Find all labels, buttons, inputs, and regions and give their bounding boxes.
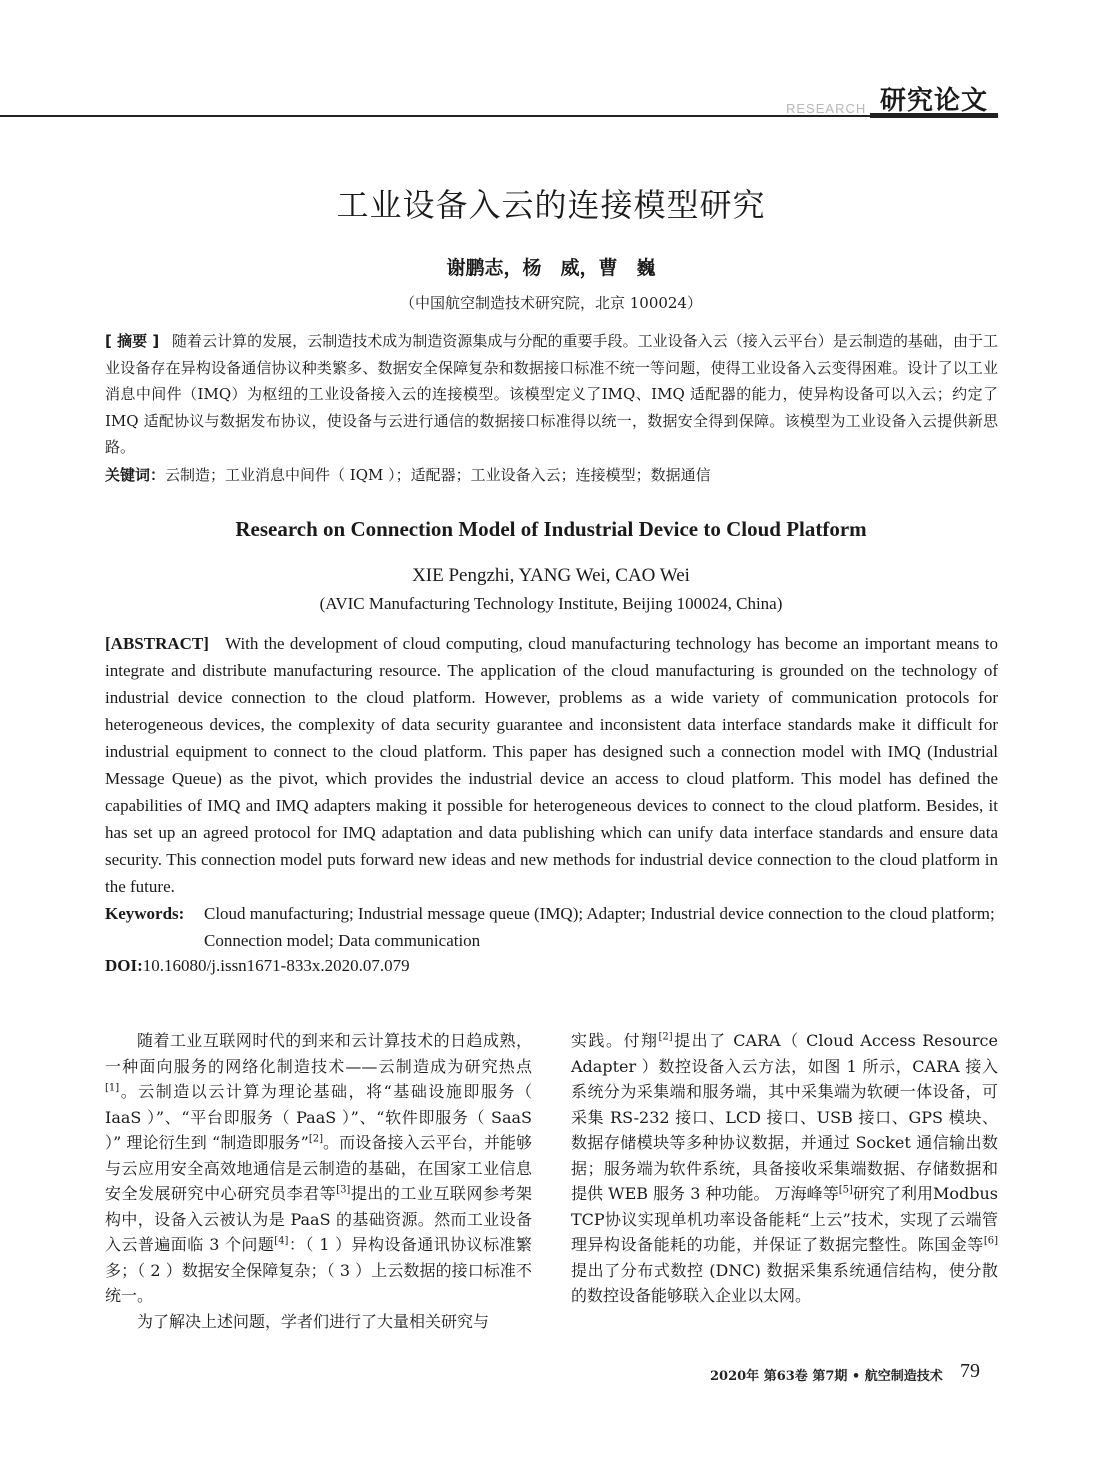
citation-ref: [2]: [658, 1031, 673, 1043]
body-text: 提出了分布式数控 (DNC) 数据采集系统通信结构，使分散的数控设备能够联入企业以太网。: [571, 1260, 998, 1305]
body-paragraph: [571, 1028, 998, 1309]
body-text: 为了解决上述问题，学者们进行了大量相关研究与: [137, 1311, 490, 1331]
authors-en: XIE Pengzhi, YANG Wei, CAO Wei: [412, 565, 690, 586]
body-text: 。云制造以云计算为理论基础，将“基础设施即服务（ IaaS ）”、“平台即服务（ PaaS ）”、“软件即服务（ SaaS ）” 理论衍生到 “制造即服务”: [105, 1082, 532, 1152]
body-text: 随着工业互联网时代的到来和云计算技术的日趋成熟，一种面向服务的网络化制造技术——云制造成为研究热点: [105, 1031, 532, 1076]
body-paragraph: [105, 1028, 532, 1309]
citation-ref: [5]: [838, 1184, 853, 1196]
section-label-en: RESEARCH: [786, 101, 867, 116]
abstract-en: [105, 630, 998, 900]
body-column-left: [105, 1028, 532, 1334]
doi: [105, 956, 410, 976]
citation-ref: [3]: [336, 1184, 351, 1196]
keywords-en: [105, 900, 998, 954]
abstract-label-cn: [ 摘要 ]: [105, 332, 160, 350]
citation-ref: [4]: [274, 1235, 289, 1247]
citation-ref: [6]: [983, 1235, 998, 1247]
citation-ref: [1]: [105, 1082, 120, 1094]
keywords-text-en: Cloud manufacturing; Industrial message queue (IMQ); Adapter; Industrial device connection to the cloud platform; Connection model; Data communication: [204, 904, 995, 950]
journal-footer: 2020年 第63卷 第7期 • 航空制造技术: [710, 1369, 943, 1384]
affiliation-cn: （中国航空制造技术研究院，北京 100024）: [399, 294, 703, 312]
body-paragraph: [105, 1309, 532, 1335]
citation-ref: [2]: [308, 1133, 323, 1145]
authors-cn: 谢鹏志，杨 威，曹 巍: [446, 257, 656, 279]
body-text: 。而设备接入云平台，并能够与云应用安全高效地通信是云制造的基础，在国家工业信息安全发展研究中心研究员李君等: [105, 1133, 532, 1203]
abstract-cn: [105, 328, 998, 461]
body-text: 提出的工业互联网参考架构中，设备入云被认为是 PaaS 的基础资源。然而工业设备入云普遍面临 3 个问题: [105, 1184, 532, 1254]
paper-title-cn: 工业设备入云的连接模型研究: [336, 186, 766, 224]
abstract-text-en: With the development of cloud computing, cloud manufacturing technology has become an important means to integrate and distribute manufacturing resource. The application of the cloud manufacturing is grounded on the technology of industrial device connection to the cloud platform. However, problems as a wide variety of communication protocols for heterogeneous devices, the complexity of data security guarantee and inconsistent data interface standards make it difficult for industrial equipment to connect to the cloud platform. This paper has designed such a connection model with IMQ (Industrial Message Queue) as the pivot, which provides the industrial device an access to cloud platform. This model has defined the capabilities of IMQ and IMQ adapters making it possible for heterogeneous devices to connect to the cloud platform. Besides, it has set up an agreed protocol for IMQ adaptation and data publishing which can unify data interface standards and ensure data security. This connection model puts forward new ideas and new methods for industrial device connection to the cloud platform in the future.: [105, 634, 999, 896]
body-text: 研究了利用Modbus TCP协议实现单机功率设备能耗“上云”技术，实现了云端管理异构设备能耗的功能，并保证了数据完整性。陈国金等: [571, 1184, 998, 1254]
doi-value: 10.16080/j.issn1671-833x.2020.07.079: [142, 956, 410, 975]
body-text: ：（ 1 ）异构设备通讯协议标准繁多；（ 2 ）数据安全保障复杂；（ 3 ）上云数据的接口标准不统一。: [105, 1235, 532, 1305]
paper-title-en: Research on Connection Model of Industrial Device to Cloud Platform: [235, 517, 867, 541]
abstract-label-en: [ABSTRACT]: [105, 634, 209, 653]
body-text: 提出了 CARA（ Cloud Access Resource Adapter ）数控设备入云方法，如图 1 所示，CARA 接入系统分为采集端和服务端，其中采集端为软硬一体设备，可采集 RS-232 接口、LCD 接口、USB 接口、GPS 模块、数据存储模块等多种协议数据，并通过 Socket 通信输出数据；服务端为软件系统，具备接收采集端数据、存储数据和提供 WEB 服务 3 种功能。 万海峰等: [571, 1031, 998, 1203]
abstract-text-cn: 随着云计算的发展，云制造技术成为制造资源集成与分配的重要手段。工业设备入云（接入云平台）是云制造的基础，由于工业设备存在异构设备通信协议种类繁多、数据安全保障复杂和数据接口标准不统一等问题，使得工业设备入云变得困难。设计了以工业消息中间件（IMQ）为枢纽的工业设备接入云的连接模型。该模型定义了IMQ、IMQ 适配器的能力，使异构设备可以入云；约定了 IMQ 适配协议与数据发布协议，使设备与云进行通信的数据接口标准得以统一，数据安全得到保障。该模型为工业设备入云提供新思路。: [105, 332, 998, 456]
body-column-right: [571, 1028, 998, 1309]
keywords-label-cn: 关键词：: [105, 466, 166, 484]
affiliation-en: (AVIC Manufacturing Technology Institute, Beijing 100024, China): [319, 594, 783, 613]
keywords-cn: [105, 464, 998, 485]
body-text: 实践。付翔: [571, 1031, 659, 1050]
keywords-text-cn: 云制造；工业消息中间件（ IQM ）；适配器；工业设备入云；连接模型；数据通信: [165, 466, 711, 484]
keywords-label-en: Keywords:: [105, 904, 185, 923]
doi-label: DOI:: [105, 956, 143, 975]
section-label-cn: 研究论文: [880, 86, 989, 116]
page-number: 79: [960, 1360, 980, 1382]
